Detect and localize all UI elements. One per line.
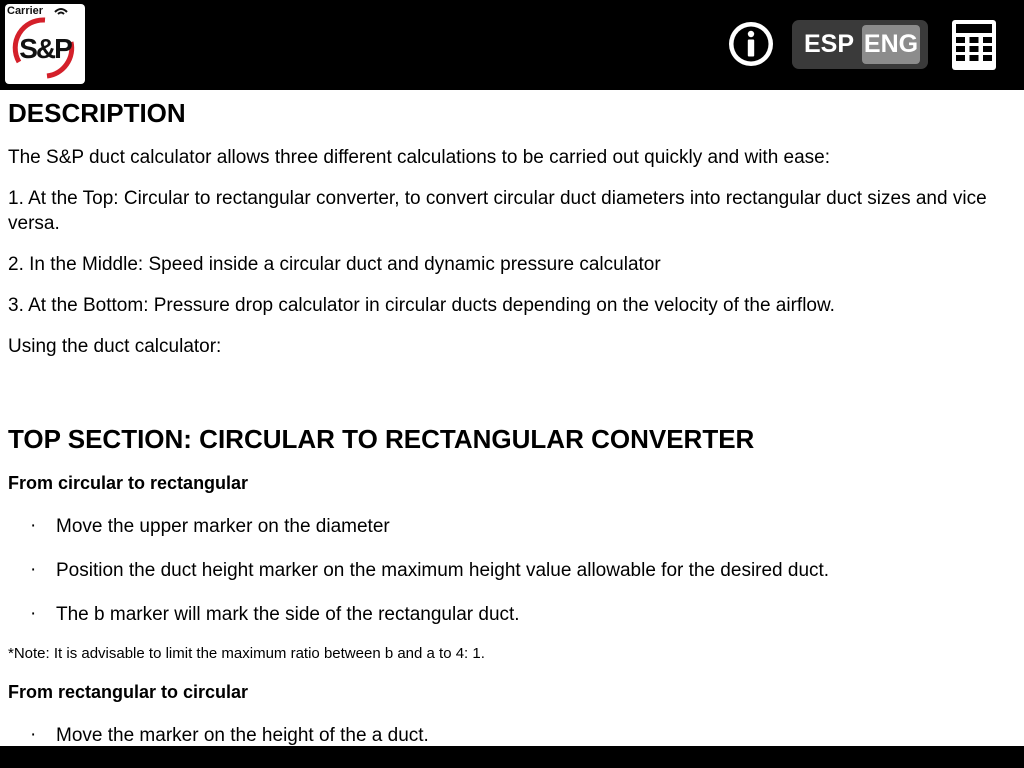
sp-logo-text: S&P <box>19 33 71 64</box>
item-top: 1. At the Top: Circular to rectangular converter, to convert circular duct diameters into rectangular duct sizes and vice versa. <box>8 188 987 234</box>
using-text: Using the duct calculator: <box>8 336 222 357</box>
item-middle: 2. In the Middle: Speed inside a circular duct and dynamic pressure calculator <box>8 254 661 275</box>
app-header <box>0 0 1024 90</box>
circ-to-rect-heading: From circular to rectangular <box>8 473 249 493</box>
circ-bullet-1: Move the upper marker on the diameter <box>56 516 390 537</box>
description-content[interactable] <box>0 90 1024 746</box>
bottom-bar <box>0 746 1024 768</box>
circ-bullet-3: The b marker will mark the side of the rectangular duct. <box>56 604 520 625</box>
bullet-dot: · <box>30 603 37 624</box>
calculator-icon[interactable] <box>952 20 996 70</box>
info-icon[interactable] <box>726 19 776 69</box>
carrier-brand-label: Carrier <box>7 5 44 17</box>
sp-logo[interactable] <box>5 4 85 84</box>
intro-text: The S&P duct calculator allows three different calculations to be carried out quickly and with ease: <box>8 147 831 168</box>
top-section-title: TOP SECTION: CIRCULAR TO RECTANGULAR CONVERTER <box>8 424 755 454</box>
ratio-note: *Note: It is advisable to limit the maximum ratio between b and a to 4: 1. <box>8 645 485 662</box>
bullet-dot: · <box>30 559 37 580</box>
lang-esp-button[interactable]: ESP <box>803 30 855 58</box>
sp-logo-mark <box>5 4 85 84</box>
item-bottom: 3. At the Bottom: Pressure drop calculator in circular ducts depending on the velocity of the airflow. <box>8 295 835 316</box>
language-switcher <box>792 20 928 69</box>
rect-bullet-1: Move the marker on the height of the a duct. <box>56 725 429 746</box>
circ-bullet-2: Position the duct height marker on the maximum height value allowable for the desired duct. <box>56 560 830 581</box>
description-title: DESCRIPTION <box>8 98 186 128</box>
lang-eng-button[interactable]: ENG <box>862 25 920 64</box>
bullet-dot: · <box>30 515 37 536</box>
rect-to-circ-heading: From rectangular to circular <box>8 682 249 702</box>
bullet-dot: · <box>30 724 37 745</box>
